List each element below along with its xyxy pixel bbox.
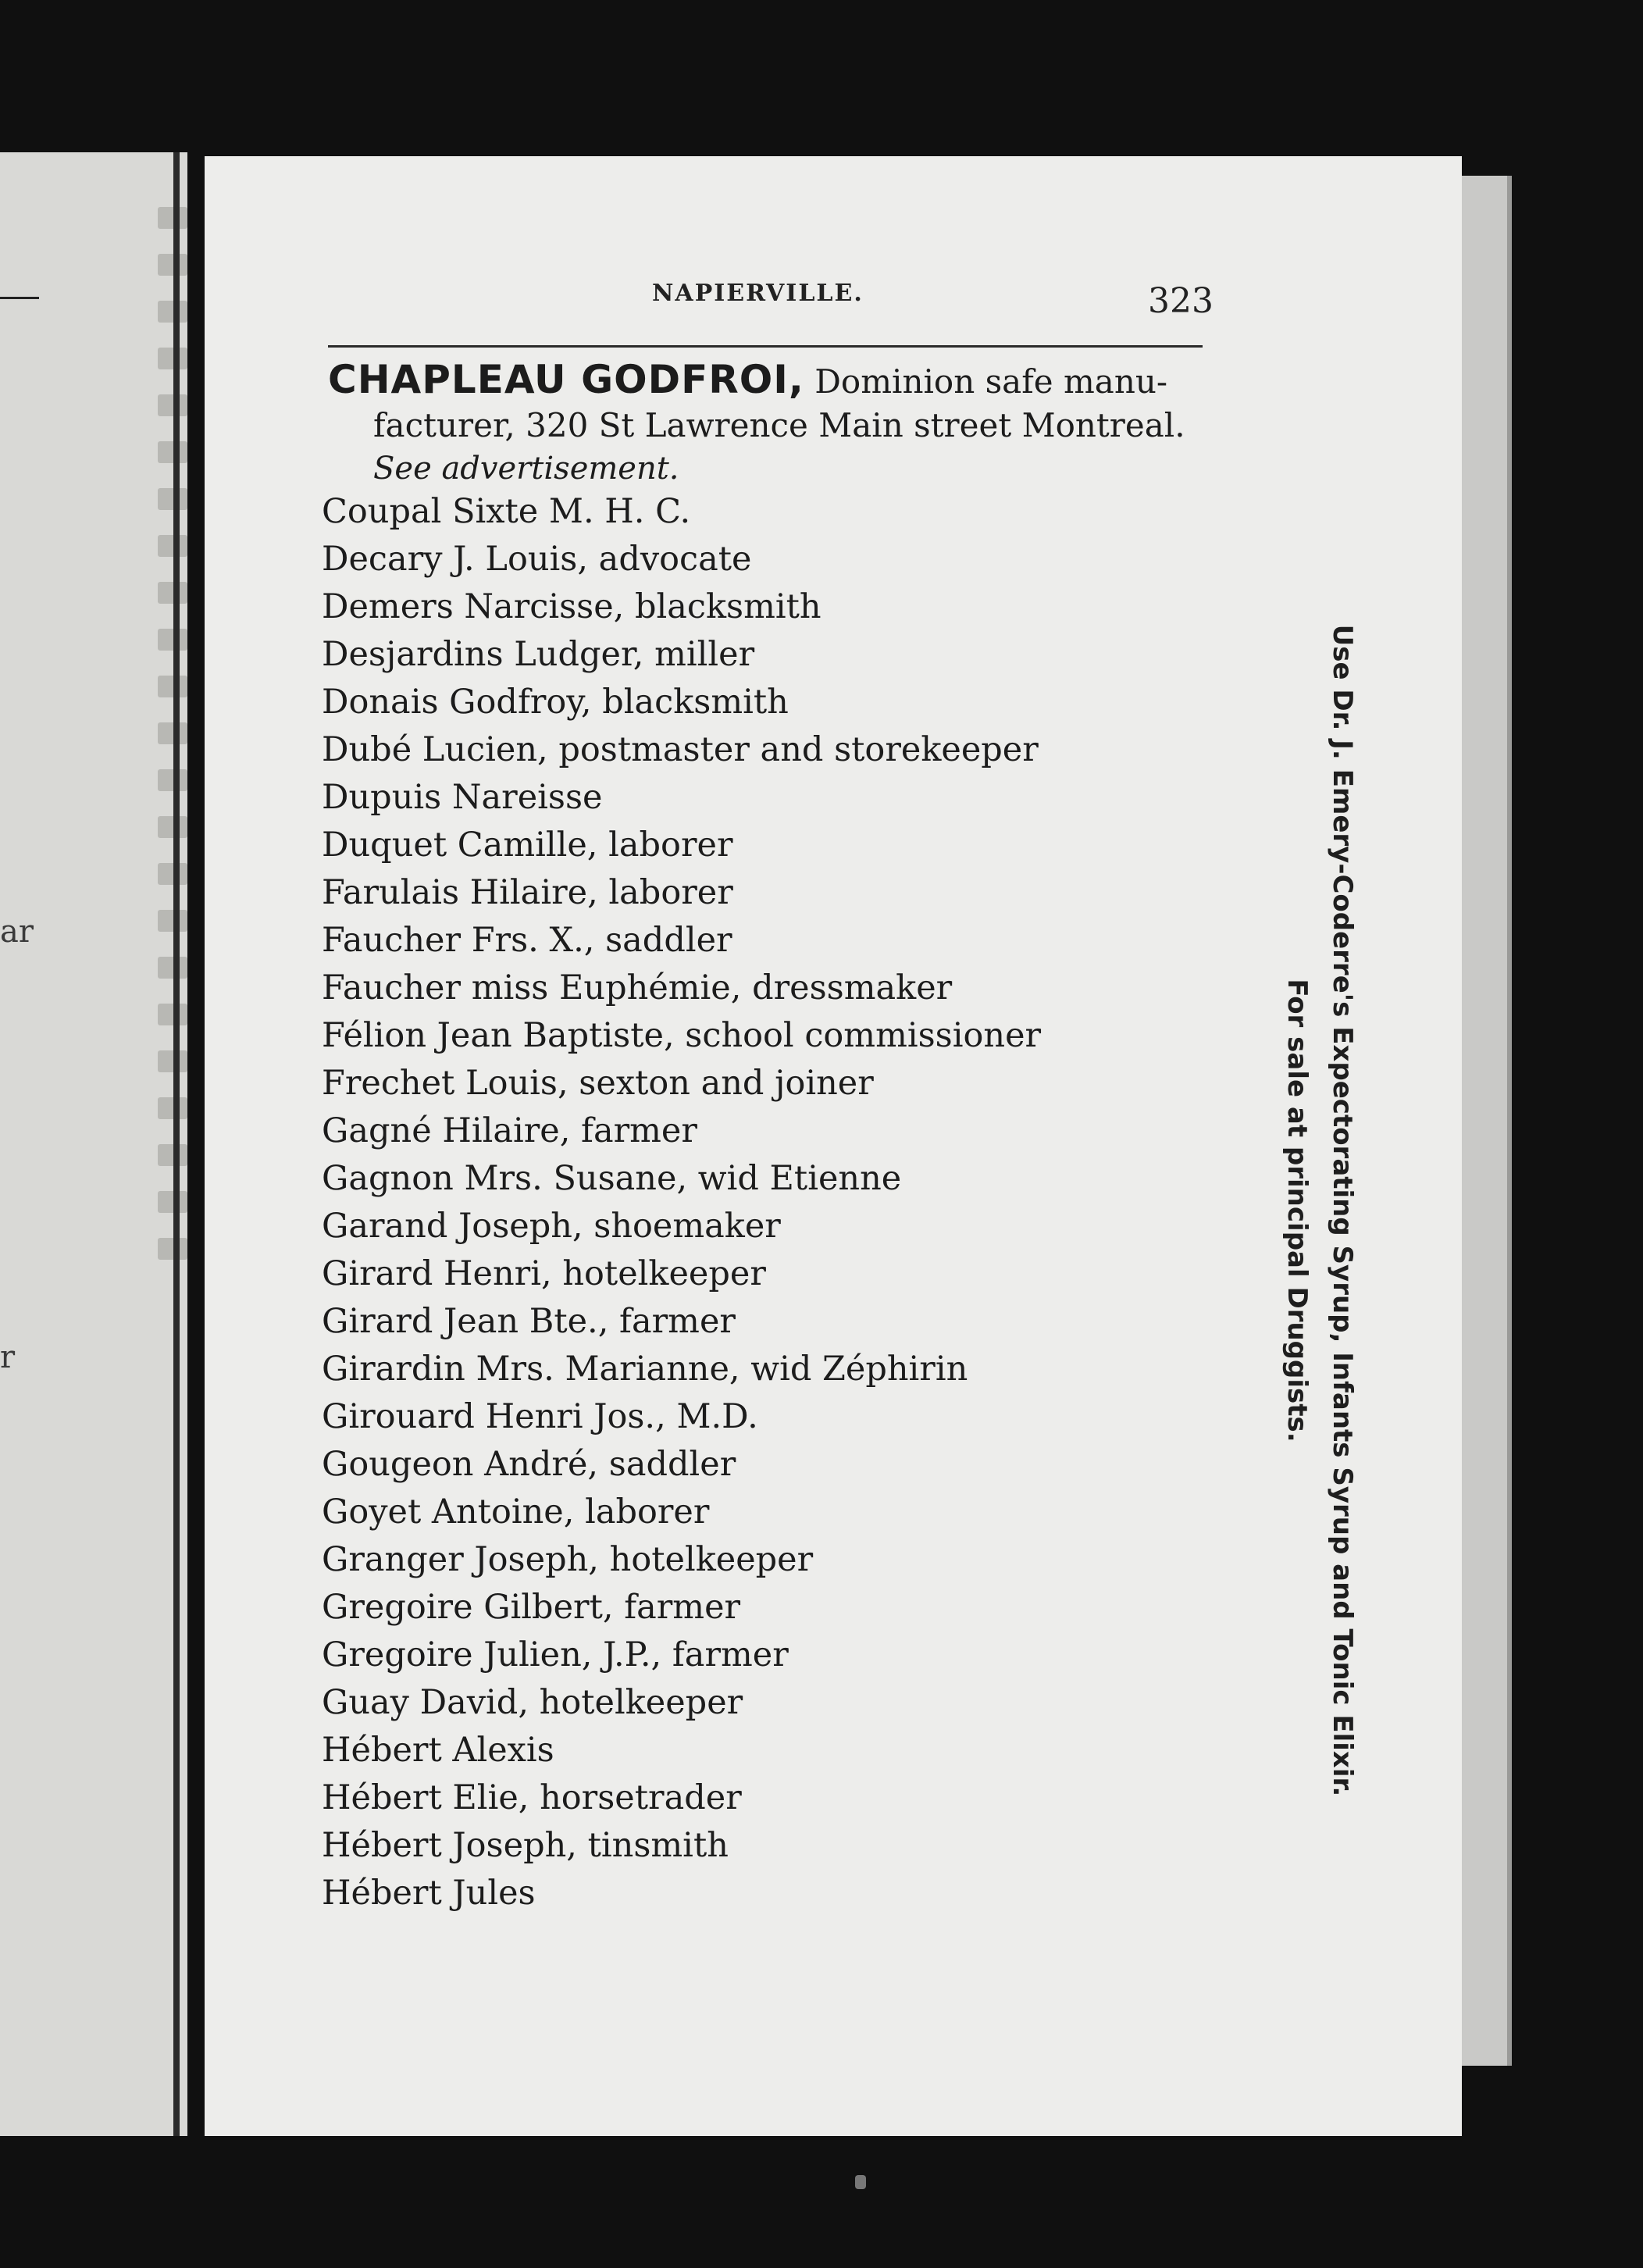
- directory-entry: Girard Jean Bte., farmer: [322, 1302, 736, 1341]
- left-page-text-fragment: [158, 863, 187, 885]
- directory-entry: Desjardins Ludger, miller: [322, 635, 755, 674]
- directory-entry: Hébert Joseph, tinsmith: [322, 1826, 729, 1865]
- left-page-text-fragment: [158, 722, 187, 744]
- directory-entry: Gagnon Mrs. Susane, wid Etienne: [322, 1159, 902, 1198]
- margin-advertisement-line-2: For sale at principal Druggists.: [1281, 979, 1313, 1442]
- left-page-text-fragment: [158, 207, 187, 229]
- left-page-rule: [0, 297, 39, 299]
- left-page-text-fragment: [158, 676, 187, 697]
- directory-entry: Dubé Lucien, postmaster and storekeeper: [322, 730, 1039, 769]
- left-page-text-fragment: [158, 1050, 187, 1072]
- page-gutter-rule: [173, 152, 180, 2136]
- left-page-text-fragment: [158, 1004, 187, 1025]
- left-page-text-fragment: [158, 1097, 187, 1119]
- featured-entry-description: Dominion safe manu-: [814, 362, 1168, 401]
- directory-entry: Hébert Alexis: [322, 1731, 554, 1770]
- directory-entry: Gagné Hilaire, farmer: [322, 1111, 697, 1150]
- left-page-text-fragment: [158, 301, 187, 323]
- directory-entry: Girouard Henri Jos., M.D.: [322, 1397, 758, 1436]
- left-facing-page: [0, 152, 187, 2136]
- directory-entry: Coupal Sixte M. H. C.: [322, 492, 691, 531]
- featured-entry: [328, 358, 1210, 490]
- directory-entry: Gougeon André, saddler: [322, 1445, 736, 1484]
- left-page-fragment-b: r: [0, 1339, 16, 1375]
- margin-advertisement-line-1: Use Dr. J. Emery-Coderre's Expectorating Syrup, Infants Syrup and Tonic Elixir.: [1327, 624, 1358, 1797]
- directory-entry: Goyet Antoine, laborer: [322, 1492, 710, 1532]
- left-page-text-fragment: [158, 1191, 187, 1213]
- directory-entry: Farulais Hilaire, laborer: [322, 873, 733, 912]
- film-mark: [855, 2175, 866, 2189]
- directory-entry: Duquet Camille, laborer: [322, 826, 733, 865]
- directory-entry: Dupuis Nareisse: [322, 778, 603, 817]
- directory-entry: Decary J. Louis, advocate: [322, 540, 752, 579]
- left-page-text-fragment: [158, 254, 187, 276]
- header-rule: [328, 345, 1203, 348]
- directory-entry: Girard Henri, hotelkeeper: [322, 1254, 766, 1293]
- directory-entry: Guay David, hotelkeeper: [322, 1683, 743, 1722]
- left-page-text-fragment: [158, 769, 187, 791]
- margin-advertisement: [1274, 625, 1365, 1797]
- left-page-text-fragment: [158, 348, 187, 369]
- featured-entry-line-2: facturer, 320 St Lawrence Main street Montreal.: [373, 406, 1185, 444]
- directory-entry: Gregoire Gilbert, farmer: [322, 1588, 741, 1627]
- left-page-text-fragment: [158, 957, 187, 979]
- directory-entry: Garand Joseph, shoemaker: [322, 1207, 781, 1246]
- directory-entry: Granger Joseph, hotelkeeper: [322, 1540, 814, 1579]
- running-head-title: NAPIERVILLE.: [652, 280, 864, 307]
- directory-entry: Donais Godfroy, blacksmith: [322, 683, 789, 722]
- left-page-text-fragment: [158, 910, 187, 932]
- left-page-text-fragment: [158, 582, 187, 604]
- directory-entry: Faucher Frs. X., saddler: [322, 921, 732, 960]
- left-page-text-fragment: [158, 629, 187, 651]
- page-edge: [1462, 176, 1512, 2066]
- directory-entry: Demers Narcisse, blacksmith: [322, 587, 822, 626]
- featured-entry-name: CHAPLEAU GODFROI,: [328, 357, 804, 402]
- left-page-text-fragment: [158, 1238, 187, 1260]
- directory-entry: Faucher miss Euphémie, dressmaker: [322, 968, 953, 1007]
- left-page-text-fragment: [158, 441, 187, 463]
- left-page-text-fragment: [158, 535, 187, 557]
- directory-entry: Girardin Mrs. Marianne, wid Zéphirin: [322, 1350, 968, 1389]
- directory-entry: Hébert Jules: [322, 1874, 536, 1913]
- directory-entry: Frechet Louis, sexton and joiner: [322, 1064, 874, 1103]
- directory-entry: Gregoire Julien, J.P., farmer: [322, 1635, 789, 1674]
- directory-entry: Félion Jean Baptiste, school commissioner: [322, 1016, 1042, 1055]
- left-page-text-fragment: [158, 1144, 187, 1166]
- left-page-text-fragment: [158, 488, 187, 510]
- featured-entry-see-advertisement: See advertisement.: [373, 451, 679, 487]
- directory-entry-list: [322, 488, 1220, 1917]
- left-page-text-fragment: [158, 816, 187, 838]
- directory-entry: Hébert Elie, horsetrader: [322, 1778, 742, 1817]
- page-number: 323: [1148, 281, 1214, 321]
- left-page-fragment-a: ar: [0, 914, 34, 950]
- left-page-text-fragment: [158, 394, 187, 416]
- featured-entry-line-1: [328, 358, 1210, 404]
